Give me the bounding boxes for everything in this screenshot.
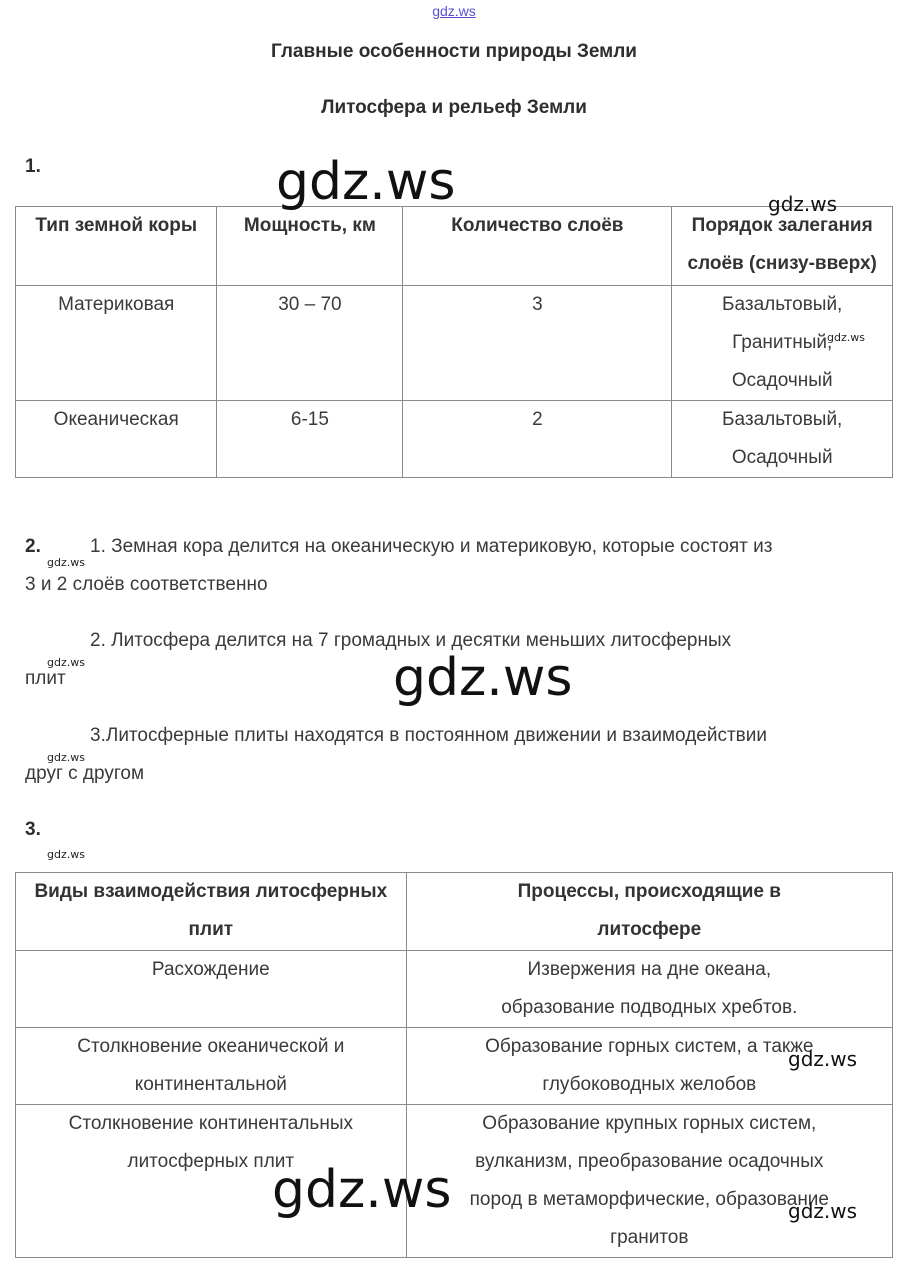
plates-process-cell (406, 951, 892, 1028)
watermark-medium: gdz.ws (768, 192, 838, 216)
table-row (16, 401, 893, 478)
section-2-number: 2. (25, 536, 41, 557)
crust-header-type: Тип земной коры (16, 207, 217, 286)
crust-order-cell (672, 401, 893, 478)
paragraph-line: 3.Литосферные плиты находятся в постоянном движении и взаимодействии (90, 725, 767, 746)
cell-line: литосферных плит (127, 1151, 295, 1172)
crust-layers-cell: 2 (403, 401, 672, 478)
table-row (16, 951, 893, 1028)
order-line: Базальтовый, (722, 294, 843, 315)
crust-layers-cell: 3 (403, 286, 672, 401)
section-3-number: 3. (25, 819, 41, 840)
watermark-small: gdz.ws (827, 331, 865, 344)
section-2-item-3 (25, 717, 895, 793)
plates-process-cell (406, 1105, 892, 1258)
watermark-top: gdz.ws (432, 3, 476, 19)
cell-line: Столкновение океанической и (77, 1036, 345, 1057)
crust-header-thickness: Мощность, км (217, 207, 403, 286)
plates-kind-cell (16, 1028, 407, 1105)
cell-line: Образование крупных горных систем, (482, 1113, 817, 1134)
cell-line: континентальной (134, 1074, 287, 1095)
crust-type-cell: Материковая (16, 286, 217, 401)
watermark-small: gdz.ws (47, 848, 85, 861)
cell-line: Извержения на дне океана, (527, 959, 772, 980)
cell-line: глубоководных желобов (542, 1074, 757, 1095)
watermark-small: gdz.ws (47, 656, 85, 669)
watermark-large: gdz.ws (393, 648, 573, 708)
plates-header-kind: Виды взаимодействия литосферных плит (16, 873, 407, 951)
page-title: Главные особенности природы Земли (271, 41, 637, 62)
table-row (16, 1105, 893, 1258)
plates-kind-cell (16, 951, 407, 1028)
cell-line: образование подводных хребтов. (501, 997, 798, 1018)
table-row (16, 1028, 893, 1105)
crust-header-layers: Количество слоёв (403, 207, 672, 286)
cell-line: Расхождение (151, 959, 270, 980)
paragraph-line: плит (25, 668, 66, 689)
cell-line: Образование горных систем, а также (485, 1036, 814, 1057)
order-line: Базальтовый, (722, 409, 843, 430)
watermark-large: gdz.ws (276, 152, 456, 212)
paragraph-line: 2. Литосфера делится на 7 громадных и десятки меньших литосферных (90, 630, 732, 651)
order-line: Осадочный (731, 370, 833, 391)
crust-type-cell: Океаническая (16, 401, 217, 478)
crust-thickness-cell: 30 – 70 (217, 286, 403, 401)
paragraph-line: друг с другом (25, 763, 145, 784)
section-1-number: 1. (25, 156, 41, 177)
watermark-medium: gdz.ws (788, 1047, 858, 1071)
watermark-medium: gdz.ws (788, 1199, 858, 1223)
crust-table (15, 206, 893, 478)
order-line: Гранитный, (732, 332, 833, 353)
plates-header-process: Процессы, происходящие в литосфере (406, 873, 892, 951)
paragraph-line: 3 и 2 слоёв соответственно (25, 574, 268, 595)
plates-table (15, 872, 893, 1258)
page-subtitle: Литосфера и рельеф Земли (321, 97, 587, 118)
cell-line: гранитов (610, 1227, 689, 1248)
crust-thickness-cell: 6-15 (217, 401, 403, 478)
order-line: Осадочный (731, 447, 833, 468)
crust-header-order: Порядок залегания слоёв (снизу-вверх) (672, 207, 893, 286)
watermark-small: gdz.ws (47, 556, 85, 569)
watermark-large: gdz.ws (272, 1160, 452, 1220)
section-2-item-1 (25, 528, 895, 604)
cell-line: Столкновение континентальных (68, 1113, 353, 1134)
cell-line: пород в метаморфические, образование (469, 1189, 829, 1210)
cell-line: вулканизм, преобразование осадочных (475, 1151, 824, 1172)
table-row (16, 286, 893, 401)
watermark-small: gdz.ws (47, 751, 85, 764)
paragraph-line: 1. Земная кора делится на океаническую и материковую, которые состоят из (90, 536, 773, 557)
